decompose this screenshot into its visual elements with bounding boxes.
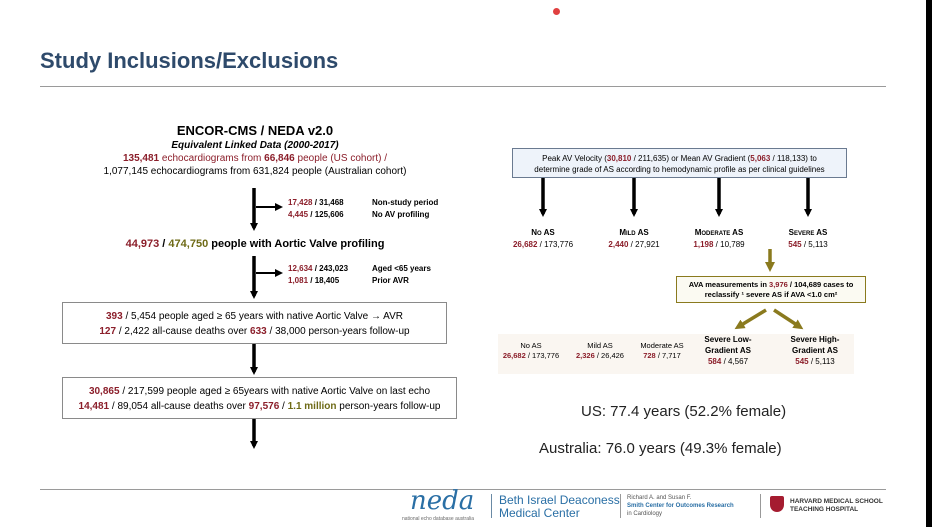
reclass-moderate-as: Moderate AS 728 / 7,717 <box>640 341 684 360</box>
reclass-mild-as: Mild AS 2,326 / 26,426 <box>576 341 624 360</box>
slide-title: Study Inclusions/Exclusions <box>40 48 339 73</box>
avr-box-line-1: 393 / 5,454 people aged ≥ 65 years with native Aortic Valve → AVR <box>106 311 403 322</box>
severe-high-gradient: Severe High- Gradient AS 545 / 5,113 <box>790 335 840 366</box>
au-demographics: Australia: 76.0 years (49.3% female) <box>539 440 782 457</box>
ava-box <box>676 276 866 303</box>
avr-box-line-2: 127 / 2,422 all-cause deaths over 633 / 38,000 person-years follow-up <box>99 326 410 337</box>
source-header <box>60 123 450 177</box>
harvard-shield-icon <box>770 496 784 512</box>
au-cohort-line: 1,077,145 echocardiograms from 631,824 people (Australian cohort) <box>103 166 407 177</box>
neda-logo: neda <box>410 486 475 516</box>
logo-separator <box>491 494 492 518</box>
av-profiling-line: 44,973 / 474,750 people with Aortic Valve profiling <box>125 238 385 250</box>
harvard-logo: HARVARD MEDICAL SCHOOL TEACHING HOSPITAL <box>790 498 883 513</box>
exclusion-row: 1,081 / 18,405 Prior AVR <box>288 276 409 285</box>
grading-line-1: Peak AV Velocity (30,810 / 211,635) or Mean AV Gradient (5,063 / 118,133) to <box>542 154 817 163</box>
exclusion-group-1 <box>288 197 439 221</box>
avr-box <box>62 302 447 344</box>
bidmc-logo: Beth Israel Deaconess Medical Center <box>499 493 620 520</box>
ava-line-2: reclassify ¹ severe AS if AVA <1.0 cm² <box>704 290 838 299</box>
final-box-line-1: 30,865 / 217,599 people aged ≥ 65years with native Aortic Valve on last echo <box>88 386 431 397</box>
smith-center-logo: Richard A. and Susan F. Smith Center for Outcomes Research in Cardiology <box>627 495 734 517</box>
source-subtitle: Equivalent Linked Data (2000-2017) <box>171 140 339 151</box>
neda-tagline: national echo database australia <box>402 516 474 522</box>
logo-separator <box>760 494 761 518</box>
severe-low-gradient: Severe Low- Gradient AS 584 / 4,567 <box>704 335 752 366</box>
reclass-no-as: No AS 26,682 / 173,776 <box>502 341 560 360</box>
grade-severe-as: Severe AS 545 / 5,113 <box>788 228 828 249</box>
grading-box <box>512 148 847 178</box>
grade-no-as: No AS 26,682 / 173,776 <box>512 228 574 249</box>
grade-mild-as: Mild AS 2,440 / 27,921 <box>608 228 660 249</box>
final-box-line-2: 14,481 / 89,054 all-cause deaths over 97,576 / 1.1 million person-years follow-up <box>78 401 441 412</box>
grading-line-2: determine grade of AS according to hemodynamic profile as per clinical guidelines <box>534 165 825 174</box>
logo-separator <box>620 494 621 518</box>
us-demographics: US: 77.4 years (52.2% female) <box>581 403 787 420</box>
exclusion-row: 12,634 / 243,023 Aged <65 years <box>288 264 431 273</box>
ava-line-1: AVA measurements in 3,976 / 104,689 cases to <box>688 280 854 289</box>
exclusion-row: 17,428 / 31,468 Non-study period <box>288 198 439 207</box>
grade-moderate-as: Moderate AS 1,198 / 10,789 <box>693 228 745 249</box>
us-cohort-line: 135,481 echocardiograms from 66,846 people (US cohort) / <box>122 153 388 164</box>
final-cohort-box <box>62 377 457 419</box>
source-title: ENCOR-CMS / NEDA v2.0 <box>176 123 334 138</box>
exclusion-row: 4,445 / 125,606 No AV profiling <box>288 210 430 219</box>
exclusion-group-2 <box>288 263 431 287</box>
